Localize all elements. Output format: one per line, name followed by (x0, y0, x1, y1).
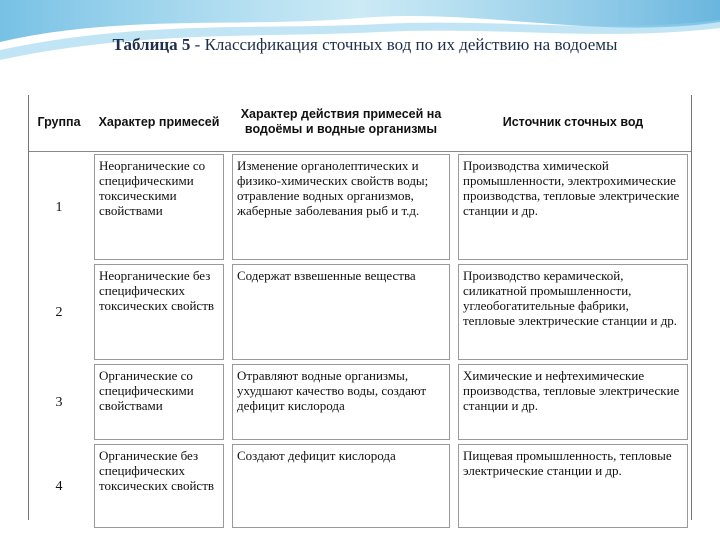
header-impurity: Характер примесей (90, 93, 228, 152)
title-label: Таблица 5 (112, 35, 191, 54)
header-group: Группа (28, 93, 90, 152)
effect-cell: Создают дефицит кислорода (232, 444, 450, 528)
group-number: 4 (55, 478, 63, 494)
header-effect: Характер действия примесей на водоёмы и водные организмы (228, 93, 454, 152)
table-grid (28, 93, 692, 530)
table-left-border (28, 95, 29, 520)
table-row (28, 152, 692, 262)
impurity-cell: Неорганические со специфическими токсическими свойствами (94, 154, 224, 260)
effect-cell: Отравляют водные организмы, ухудшают качество воды, создают дефицит кислорода (232, 364, 450, 440)
group-number: 1 (55, 199, 63, 215)
table-row (28, 262, 692, 362)
table-row (28, 442, 692, 530)
title-text: - Классификация сточных вод по их действию на водоемы (190, 35, 618, 54)
effect-cell: Содержат взвешенные вещества (232, 264, 450, 360)
group-number: 2 (55, 304, 63, 320)
table-right-border (691, 95, 692, 520)
table-row (28, 362, 692, 442)
source-cell: Химические и нефтехимические производства, тепловые электрические станции и др. (458, 364, 688, 440)
table-header-row (28, 93, 692, 152)
impurity-cell: Органические без специфических токсических свойств (94, 444, 224, 528)
source-cell: Производство керамической, силикатной промышленности, углеобогатительные фабрики, тепловые электрические станции и др. (458, 264, 688, 360)
impurity-cell: Неорганические без специфических токсических свойств (94, 264, 224, 360)
impurity-cell: Органические со специфическими свойствами (94, 364, 224, 440)
header-source: Источник сточных вод (454, 93, 692, 152)
group-number: 3 (55, 394, 63, 410)
effect-cell: Изменение органолептических и физико-химических свойств воды; отравление водных организмов, жаберные заболевания рыб и т.д. (232, 154, 450, 260)
source-cell: Производства химической промышленности, электрохимические производства, тепловые электрические станции и др. (458, 154, 688, 260)
classification-table (28, 93, 692, 522)
source-cell: Пищевая промышленность, тепловые электрические станции и др. (458, 444, 688, 528)
page-title (60, 34, 670, 55)
